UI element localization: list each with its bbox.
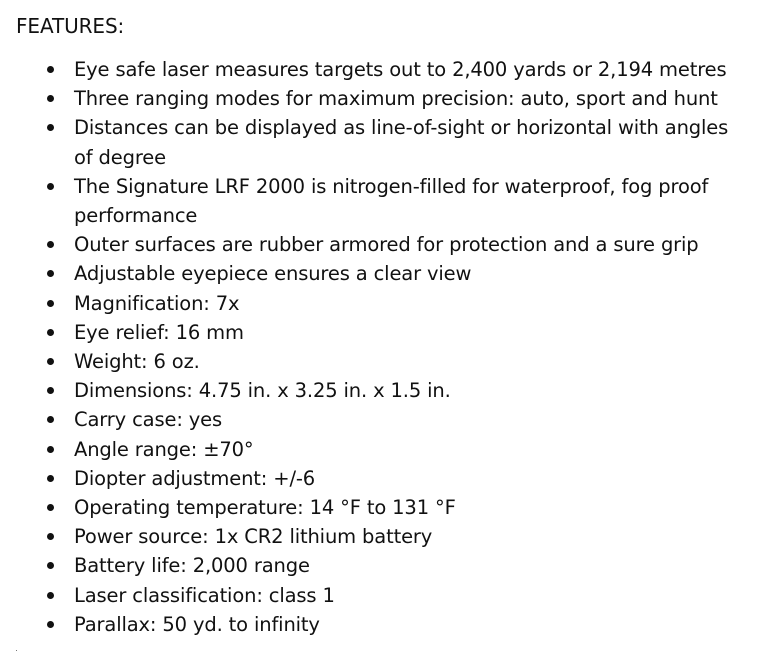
feature-item	[0, 551, 768, 580]
feature-item	[0, 259, 768, 288]
feature-text: Parallax: 50 yd. to infinity	[74, 612, 320, 636]
bullet-icon	[47, 358, 54, 365]
features-heading: FEATURES:	[16, 14, 125, 38]
feature-item	[0, 113, 768, 171]
feature-item	[0, 464, 768, 493]
feature-text: Carry case: yes	[74, 408, 223, 432]
bullet-icon	[47, 504, 54, 511]
bullet-icon	[47, 66, 54, 73]
feature-text: Power source: 1x CR2 lithium battery	[74, 525, 433, 549]
bullet-icon	[47, 124, 54, 131]
feature-item	[0, 405, 768, 434]
feature-text: Eye safe laser measures targets out to 2,400 yards or 2,194 metres	[74, 58, 727, 81]
bullet-icon	[47, 621, 54, 628]
feature-text: Battery life: 2,000 range	[74, 554, 310, 578]
bullet-icon	[47, 183, 54, 190]
bullet-icon	[47, 270, 54, 277]
feature-text: Dimensions: 4.75 in. x 3.25 in. x 1.5 in.	[74, 379, 451, 403]
bullet-icon	[47, 95, 54, 102]
feature-text: Outer surfaces are rubber armored for protection and a sure grip	[74, 233, 699, 257]
feature-text: Operating temperature: 14 °F to 131 °F	[74, 496, 456, 520]
corner-dot	[16, 650, 17, 651]
feature-item	[0, 610, 768, 639]
bullet-icon	[47, 446, 54, 453]
feature-item	[0, 376, 768, 405]
feature-text: Angle range: ±70°	[74, 437, 254, 461]
feature-text: Magnification: 7x	[74, 291, 240, 315]
feature-text: Distances can be displayed as line-of-sight or horizontal with angles of degree	[74, 116, 729, 169]
bullet-icon	[47, 387, 54, 394]
feature-text: Weight: 6 oz.	[74, 350, 200, 374]
bullet-icon	[47, 533, 54, 540]
bullet-icon	[47, 475, 54, 482]
feature-text: Adjustable eyepiece ensures a clear view	[74, 262, 472, 286]
feature-item	[0, 581, 768, 610]
feature-text: Laser classification: class 1	[74, 583, 335, 607]
feature-item	[0, 55, 768, 84]
bullet-icon	[47, 329, 54, 336]
feature-text: Eye relief: 16 mm	[74, 320, 244, 344]
feature-item	[0, 318, 768, 347]
bullet-icon	[47, 562, 54, 569]
feature-item	[0, 522, 768, 551]
feature-item	[0, 493, 768, 522]
feature-text: Diopter adjustment: +/-6	[74, 466, 316, 490]
features-list	[0, 55, 768, 639]
feature-item	[0, 230, 768, 259]
bullet-icon	[47, 241, 54, 248]
feature-text: The Signature LRF 2000 is nitrogen-filled for waterproof, fog proof performance	[74, 174, 709, 228]
feature-item	[0, 84, 768, 113]
bullet-icon	[47, 300, 54, 307]
feature-item	[0, 347, 768, 376]
bullet-icon	[47, 592, 54, 599]
feature-text: Three ranging modes for maximum precision: auto, sport and hunt	[74, 87, 718, 111]
bullet-icon	[47, 416, 54, 423]
feature-item	[0, 172, 768, 230]
feature-item	[0, 435, 768, 464]
feature-item	[0, 289, 768, 318]
